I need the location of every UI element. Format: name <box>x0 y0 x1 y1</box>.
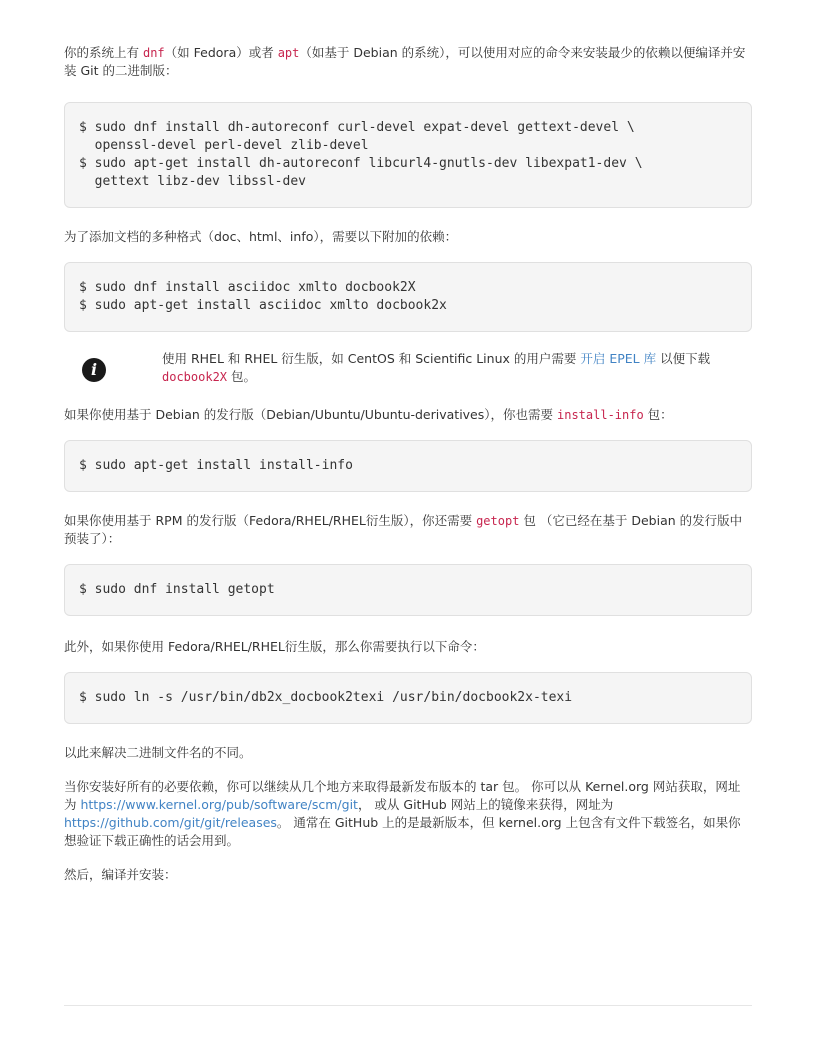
inline-code-install-info: install-info <box>557 408 644 422</box>
paragraph-download-tarball <box>64 778 752 850</box>
github-releases-link[interactable]: https://github.com/git/git/releases <box>64 815 277 830</box>
paragraph-doc-deps: 为了添加文档的多种格式（doc、html、info），需要以下附加的依赖： <box>64 229 458 244</box>
admonition-note <box>64 350 752 386</box>
text: 如果你使用基于 RPM 的发行版（Fedora/RHEL/RHEL衍生版），你还需要 <box>64 513 477 528</box>
text: 包。 <box>227 369 257 384</box>
paragraph-compile-install: 然后，编译并安装： <box>64 867 177 882</box>
inline-code-dnf: dnf <box>142 46 165 60</box>
text: 你的系统上有 <box>64 45 143 60</box>
info-icon: i <box>82 358 106 382</box>
code-block-doc-deps[interactable]: $ sudo dnf install asciidoc xmlto docbook2X $ sudo apt-get install asciidoc xmlto docbook2x <box>64 262 752 332</box>
document-body <box>64 40 752 884</box>
kernel-org-link[interactable]: https://www.kernel.org/pub/software/scm/git <box>80 797 358 812</box>
text: 包： <box>643 407 673 422</box>
text: （如基于 Debian 的系统），可以使用对应的命令来安装最少的依赖以便编译并安装 Git 的二进制版： <box>64 45 746 78</box>
code-block-install-deps[interactable]: $ sudo dnf install dh-autoreconf curl-devel expat-devel gettext-devel \ openssl-devel perl-devel zlib-devel $ sudo apt-get install dh-autoreconf libcurl4-gnutls-dev libexpat1-dev \ gettext libz-dev libssl-dev <box>64 102 752 208</box>
inline-code-getopt: getopt <box>476 514 520 528</box>
footer-divider <box>64 1005 752 1006</box>
text: ， 或从 GitHub 网站上的镜像来获得，网址为 <box>357 797 614 812</box>
paragraph-fedora-symlink: 此外，如果你使用 Fedora/RHEL/RHEL衍生版，那么你需要执行以下命令： <box>64 639 485 654</box>
note-text <box>162 350 752 386</box>
paragraph-dependencies-intro <box>64 44 752 80</box>
text: 。 通常在 GitHub 上的是最新版本，但 kernel.org 上包含有文件下载签名，如果你想验证下载正确性的话会用到。 <box>64 815 741 848</box>
epel-link[interactable]: 开启 EPEL 库 <box>580 351 657 366</box>
paragraph-resolve-names: 以此来解决二进制文件名的不同。 <box>64 745 252 760</box>
code-block-install-info[interactable]: $ sudo apt-get install install-info <box>64 440 752 492</box>
text: （如 Fedora）或者 <box>164 45 278 60</box>
inline-code-apt: apt <box>277 46 300 60</box>
code-block-getopt[interactable]: $ sudo dnf install getopt <box>64 564 752 616</box>
paragraph-rpm-getopt <box>64 512 752 548</box>
code-block-symlink[interactable]: $ sudo ln -s /usr/bin/db2x_docbook2texi /usr/bin/docbook2x-texi <box>64 672 752 724</box>
text: 如果你使用基于 Debian 的发行版（Debian/Ubuntu/Ubuntu-derivatives），你也需要 <box>64 407 557 422</box>
inline-code-docbook2x: docbook2X <box>162 370 228 384</box>
text: 使用 RHEL 和 RHEL 衍生版，如 CentOS 和 Scientific Linux 的用户需要 <box>162 351 581 366</box>
text: 以便下载 <box>656 351 711 366</box>
text: 当你安装好所有的必要依赖，你可以继续从几个地方来取得最新发布版本的 tar 包。 你可以从 Kernel.org 网站获取，网址为 <box>64 779 741 812</box>
text: 包 （它已经在基于 Debian 的发行版中预装了）： <box>64 513 743 546</box>
paragraph-debian-install-info <box>64 406 752 424</box>
